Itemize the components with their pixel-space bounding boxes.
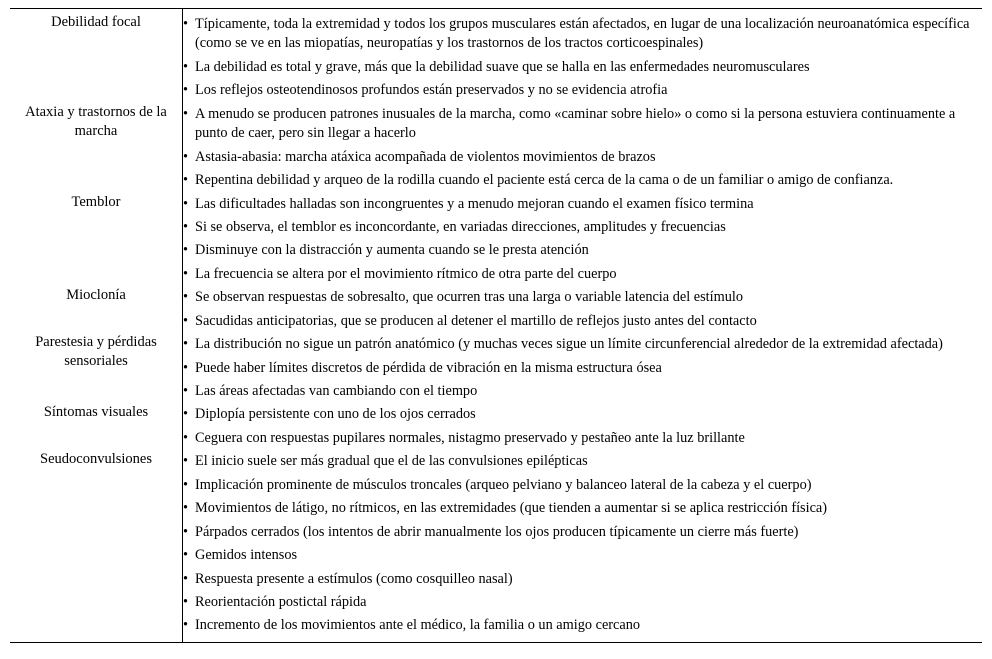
items-cell: [183, 286, 983, 333]
list-item: • El inicio suele ser más gradual que el de las convulsiones epilépticas: [183, 450, 982, 473]
list-item: • Si se observa, el temblor es inconcordante, en variadas direcciones, amplitudes y frecuencias: [183, 216, 982, 239]
list-item: • Se observan respuestas de sobresalto, que ocurren tras una larga o variable latencia del estímulo: [183, 286, 982, 309]
list-item: • Sacudidas anticipatorias, que se producen al detener el martillo de reflejos justo antes del contacto: [183, 310, 982, 333]
table-row: [10, 333, 982, 403]
items-cell: [183, 9, 983, 103]
list-item: • Disminuye con la distracción y aumenta cuando se le presta atención: [183, 239, 982, 262]
table-row: [10, 403, 982, 450]
table-row: [10, 450, 982, 642]
category-cell: Parestesia y pérdidas sensoriales: [10, 333, 183, 403]
list-item: • Ceguera con respuestas pupilares normales, nistagmo preservado y pestañeo ante la luz brillante: [183, 427, 982, 450]
list-item: • Implicación prominente de músculos troncales (arqueo pelviano y balanceo lateral de la cabeza y el cuerpo): [183, 474, 982, 497]
list-item: • La frecuencia se altera por el movimiento rítmico de otra parte del cuerpo: [183, 263, 982, 286]
symptoms-table: [10, 8, 982, 643]
list-item: • Reorientación postictal rápida: [183, 591, 982, 614]
list-item: • Incremento de los movimientos ante el médico, la familia o un amigo cercano: [183, 614, 982, 637]
items-cell: [183, 193, 983, 287]
list-item: • Repentina debilidad y arqueo de la rodilla cuando el paciente está cerca de la cama o de un familiar o amigo de confianza.: [183, 169, 982, 192]
bullet-list: [183, 103, 982, 193]
list-item: • Movimientos de látigo, no rítmicos, en las extremidades (que tienden a aumentar si se aplica restricción física): [183, 497, 982, 520]
list-item: • Los reflejos osteotendinosos profundos están preservados y no se evidencia atrofia: [183, 79, 982, 102]
bullet-list: [183, 193, 982, 287]
bullet-list: [183, 286, 982, 333]
items-cell: [183, 103, 983, 193]
items-cell: [183, 403, 983, 450]
table-row: [10, 103, 982, 193]
category-cell: Temblor: [10, 193, 183, 287]
bullet-list: [183, 450, 982, 638]
list-item: • Puede haber límites discretos de pérdida de vibración en la misma estructura ósea: [183, 357, 982, 380]
bullet-list: [183, 333, 982, 403]
table-body: [10, 9, 982, 643]
list-item: • La distribución no sigue un patrón anatómico (y muchas veces sigue un límite circunferencial alrededor de la extremidad afectada): [183, 333, 982, 356]
list-item: • Las dificultades halladas son incongruentes y a menudo mejoran cuando el examen físico termina: [183, 193, 982, 216]
list-item: • Párpados cerrados (los intentos de abrir manualmente los ojos producen típicamente un cierre más fuerte): [183, 521, 982, 544]
bullet-list: [183, 403, 982, 450]
category-cell: Debilidad focal: [10, 9, 183, 103]
category-cell: Seudoconvulsiones: [10, 450, 183, 642]
items-cell: [183, 333, 983, 403]
table-row: [10, 9, 982, 103]
category-cell: Mioclonía: [10, 286, 183, 333]
list-item: • Gemidos intensos: [183, 544, 982, 567]
list-item: • A menudo se producen patrones inusuales de la marcha, como «caminar sobre hielo» o como si la persona estuviera continuamente a punto de caer, pero sin llegar a hacerlo: [183, 103, 982, 146]
table-row: [10, 193, 982, 287]
list-item: • La debilidad es total y grave, más que la debilidad suave que se halla en las enfermedades neuromusculares: [183, 56, 982, 79]
category-cell: Síntomas visuales: [10, 403, 183, 450]
category-cell: Ataxia y trastornos de la marcha: [10, 103, 183, 193]
list-item: • Astasia-abasia: marcha atáxica acompañada de violentos movimientos de brazos: [183, 146, 982, 169]
list-item: • Típicamente, toda la extremidad y todos los grupos musculares están afectados, en lugar de una localización neuroanatómica específica (como se ve en las miopatías, neuropatías y los trastornos de los tractos corticoespinales): [183, 13, 982, 56]
table-row: [10, 286, 982, 333]
bullet-list: [183, 13, 982, 103]
list-item: • Diplopía persistente con uno de los ojos cerrados: [183, 403, 982, 426]
items-cell: [183, 450, 983, 642]
list-item: • Respuesta presente a estímulos (como cosquilleo nasal): [183, 568, 982, 591]
list-item: • Las áreas afectadas van cambiando con el tiempo: [183, 380, 982, 403]
